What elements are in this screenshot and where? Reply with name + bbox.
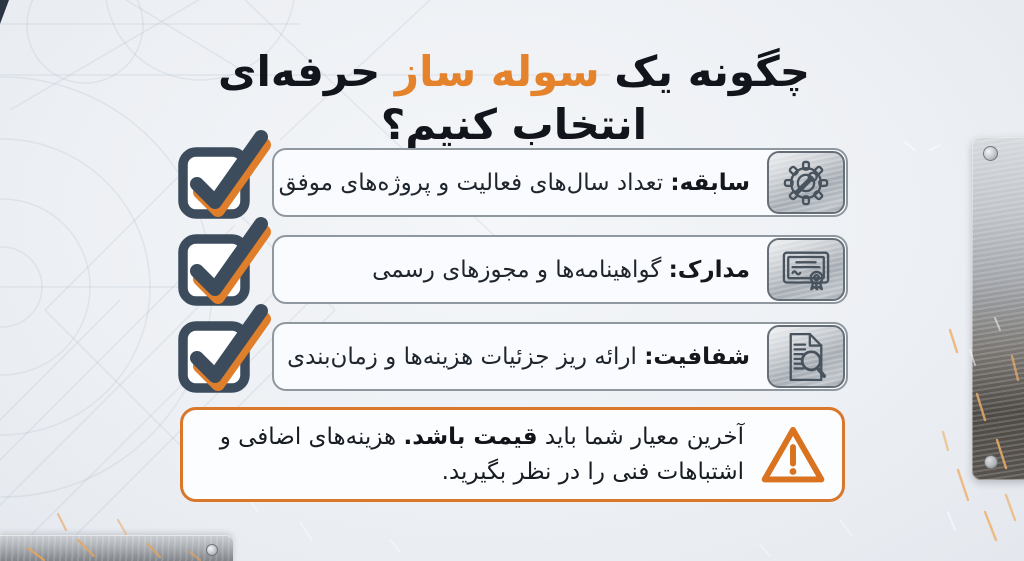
checked-checkbox-icon xyxy=(178,127,272,221)
checklist-row-experience xyxy=(180,148,848,217)
checklist-item-text xyxy=(288,237,750,302)
warning-pre: آخرین معیار شما باید xyxy=(537,424,744,450)
warning-emphasis: قیمت باشد. xyxy=(403,424,538,450)
steel-plate-right xyxy=(972,137,1024,480)
warning-post: هزینه‌های اضافی و اشتباهات فنی را در نظر بگیرید. xyxy=(219,424,744,485)
page-title xyxy=(180,46,848,151)
rivet xyxy=(984,455,998,469)
title-highlight: سوله ساز xyxy=(394,47,600,96)
warning-callout xyxy=(180,407,845,502)
slide-content xyxy=(180,0,848,561)
item-label: شفافیت: xyxy=(644,343,750,370)
checklist-item-text xyxy=(288,324,750,389)
checklist-item-card xyxy=(272,322,848,391)
warning-text xyxy=(199,420,744,489)
item-label: سابقه: xyxy=(670,169,750,196)
title-pre: چگونه یک xyxy=(599,47,810,96)
item-desc: ارائه ریز جزئیات هزینه‌ها و زمان‌بندی xyxy=(287,343,645,370)
metal-icon-tile xyxy=(767,238,845,301)
certificate-icon xyxy=(781,247,831,293)
gear-wrench-icon xyxy=(783,160,829,206)
metal-icon-tile xyxy=(767,325,845,388)
item-label: مدارک: xyxy=(668,256,750,283)
warning-triangle-icon xyxy=(760,417,826,493)
checked-checkbox-icon xyxy=(178,214,272,308)
rivet xyxy=(983,146,998,161)
document-search-icon xyxy=(785,332,827,382)
metal-icon-tile xyxy=(767,151,845,214)
checklist-item-text xyxy=(278,150,750,215)
checklist-item-card xyxy=(272,235,848,304)
corner-accent-shape xyxy=(0,0,9,24)
item-desc: تعداد سال‌های فعالیت و پروژه‌های موفق xyxy=(278,169,671,196)
checklist-item-card xyxy=(272,148,848,217)
checked-checkbox-icon xyxy=(178,301,272,395)
checklist-row-credentials xyxy=(180,235,848,304)
item-desc: گواهینامه‌ها و مجوزهای رسمی xyxy=(372,256,669,283)
checklist-row-transparency xyxy=(180,322,848,391)
title-post: حرفه‌ای انتخاب کنیم؟ xyxy=(218,47,648,149)
